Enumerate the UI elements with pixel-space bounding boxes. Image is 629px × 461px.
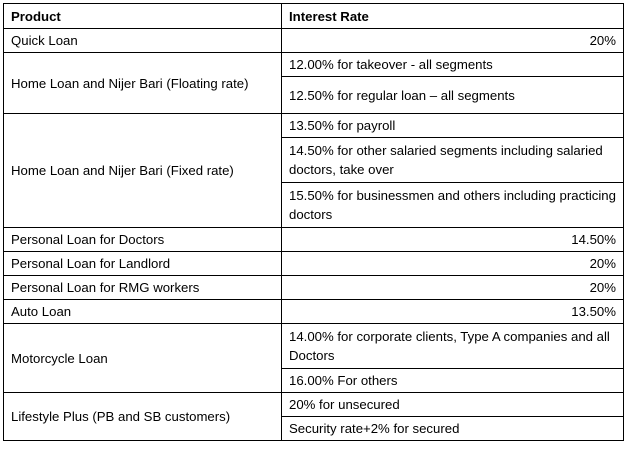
product-cell: Personal Loan for Landlord — [4, 252, 282, 276]
rate-cell: 20% for unsecured — [282, 393, 624, 417]
product-cell: Home Loan and Nijer Bari (Floating rate) — [4, 53, 282, 114]
product-cell: Personal Loan for RMG workers — [4, 276, 282, 300]
header-product: Product — [4, 4, 282, 29]
rate-cell: 14.00% for corporate clients, Type A companies and all Doctors — [282, 324, 624, 369]
table-row — [4, 114, 624, 138]
rate-cell: 20% — [282, 252, 624, 276]
rate-cell: 20% — [282, 29, 624, 53]
table-row — [4, 29, 624, 53]
table-row — [4, 228, 624, 252]
table-row — [4, 393, 624, 417]
product-cell: Auto Loan — [4, 300, 282, 324]
product-cell: Home Loan and Nijer Bari (Fixed rate) — [4, 114, 282, 228]
interest-rate-table-container — [3, 3, 624, 441]
rate-cell: 13.50% — [282, 300, 624, 324]
rate-cell: 14.50% — [282, 228, 624, 252]
rate-cell: 12.50% for regular loan – all segments — [282, 77, 624, 114]
table-row — [4, 324, 624, 369]
table-row — [4, 276, 624, 300]
product-cell: Motorcycle Loan — [4, 324, 282, 393]
rate-cell: 16.00% For others — [282, 369, 624, 393]
product-cell: Quick Loan — [4, 29, 282, 53]
rate-cell: Security rate+2% for secured — [282, 417, 624, 441]
table-row — [4, 300, 624, 324]
product-cell: Lifestyle Plus (PB and SB customers) — [4, 393, 282, 441]
table-row — [4, 53, 624, 77]
table-row — [4, 252, 624, 276]
rate-cell: 15.50% for businessmen and others including practicing doctors — [282, 183, 624, 228]
rate-cell: 13.50% for payroll — [282, 114, 624, 138]
rate-cell: 12.00% for takeover - all segments — [282, 53, 624, 77]
rate-cell: 20% — [282, 276, 624, 300]
product-cell: Personal Loan for Doctors — [4, 228, 282, 252]
rate-cell: 14.50% for other salaried segments including salaried doctors, take over — [282, 138, 624, 183]
header-interest-rate: Interest Rate — [282, 4, 624, 29]
interest-rate-table — [3, 3, 624, 441]
table-header-row — [4, 4, 624, 29]
